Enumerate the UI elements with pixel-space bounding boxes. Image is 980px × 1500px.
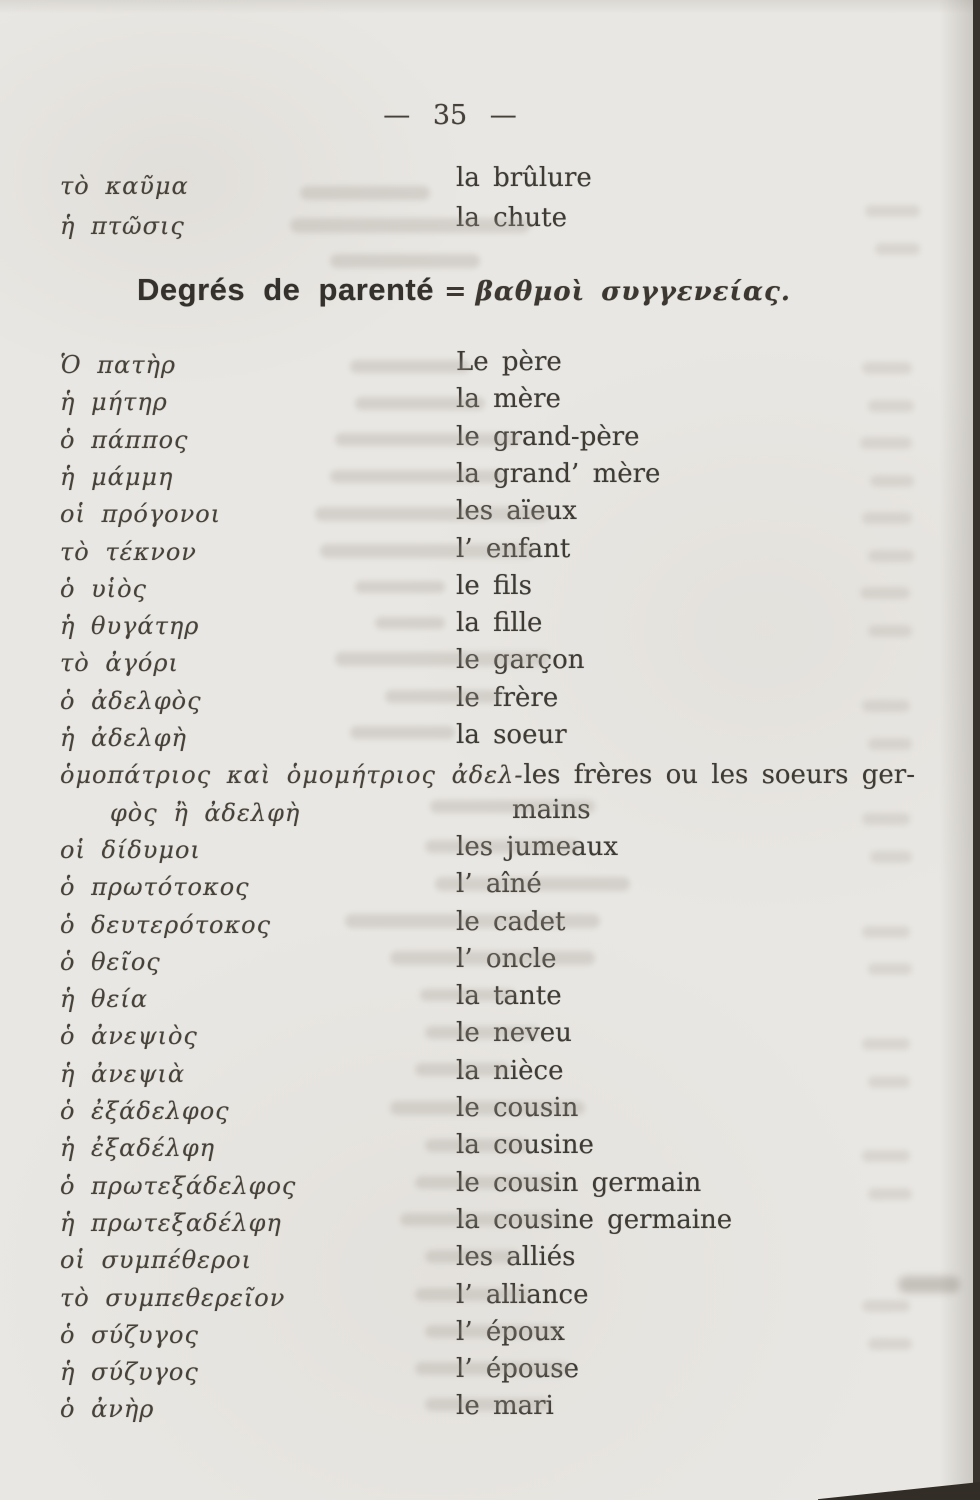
french-term: le fils (456, 570, 532, 601)
vocab-row (0, 347, 973, 385)
french-term: la grand’ mère (456, 458, 661, 489)
bleedthrough-mark (355, 397, 485, 410)
french-term: la brûlure (456, 163, 592, 193)
scan-edge-right (973, 0, 980, 1500)
bleedthrough-mark (865, 205, 920, 217)
bleedthrough-mark (868, 550, 914, 562)
vocab-row (0, 757, 973, 795)
french-term: la cousine germaine (456, 1204, 733, 1235)
greek-term: ἡ ἀνεψιὰ (60, 1059, 186, 1088)
bleedthrough-mark (862, 926, 910, 938)
bleedthrough-mark (415, 1176, 560, 1189)
bleedthrough-mark (425, 1139, 530, 1152)
bleedthrough-mark (390, 951, 595, 965)
greek-term: ὁ πρωτότοκος (60, 873, 250, 902)
french-term: l’ enfant (456, 533, 571, 564)
vocab-row (0, 608, 973, 646)
bleedthrough-mark (415, 1288, 530, 1301)
french-term: la nièce (456, 1055, 564, 1086)
greek-term: ἡ θεία (60, 985, 148, 1014)
french-term: la fille (456, 608, 543, 639)
bleedthrough-mark (415, 1362, 570, 1375)
greek-term: τὸ ἀγόρι (60, 649, 179, 678)
section-heading-french: Degrés de parenté (137, 272, 434, 307)
french-term: les aïeux (456, 496, 577, 527)
french-term: le grand-père (456, 421, 640, 452)
french-term: la mère (456, 384, 561, 415)
greek-term: ἡ θυγάτηρ (60, 612, 200, 641)
bleedthrough-mark (862, 1300, 910, 1312)
french-term: le frère (456, 682, 559, 713)
bleedthrough-mark (330, 470, 505, 483)
bleedthrough-mark (330, 254, 480, 268)
bleedthrough-mark (425, 1325, 560, 1338)
bleedthrough-mark (300, 186, 430, 200)
greek-term: τὸ συμπεθερεῖον (60, 1283, 286, 1312)
greek-term: ὁ σύζυγος (60, 1320, 199, 1349)
greek-term: ἡ πρωτεξαδέλφη (60, 1208, 282, 1237)
bleedthrough-mark (868, 963, 912, 975)
section-heading (137, 272, 791, 308)
greek-term: ὁμοπάτριος καὶ ὁμομήτριος ἀδελ- (60, 761, 524, 790)
bleedthrough-mark (868, 1188, 912, 1200)
bleedthrough-mark (430, 800, 595, 813)
greek-term: οἱ συμπέθεροι (60, 1246, 253, 1275)
greek-term: τὸ τέκνον (60, 537, 197, 566)
bleedthrough-mark (350, 360, 470, 373)
section-heading-greek: βαθμοὶ συγγενείας. (475, 277, 791, 307)
vocab-row (0, 384, 973, 422)
bleedthrough-mark (320, 544, 535, 558)
vocab-row (0, 163, 973, 201)
french-term: l’ époux (456, 1316, 565, 1347)
bleedthrough-mark (875, 243, 920, 255)
bleedthrough-mark (862, 700, 910, 712)
french-term: Le père (456, 347, 562, 377)
french-term: le cousin (456, 1093, 579, 1123)
bleedthrough-mark (862, 362, 912, 374)
greek-term: ὁ ἀδελφὸς (60, 686, 202, 715)
greek-term: οἱ δίδυμοι (60, 835, 201, 864)
greek-term: ἡ ἐξαδέλφη (60, 1134, 216, 1163)
french-term: le cousin germain (456, 1167, 702, 1198)
greek-term: οἱ πρόγονοι (60, 500, 222, 529)
french-term: le mari (456, 1391, 554, 1422)
bleedthrough-mark (868, 1076, 910, 1088)
vocab-row (0, 720, 973, 758)
bleedthrough-mark (868, 738, 912, 750)
bleedthrough-mark (425, 1026, 540, 1039)
bleedthrough-mark (862, 512, 912, 524)
greek-term: ἡ μάμμη (60, 462, 174, 491)
bleedthrough-mark (335, 652, 550, 666)
greek-term-continuation: φὸς ἢ ἀδελφὴ (110, 798, 301, 827)
french-term: les jumeaux (456, 831, 619, 862)
bleedthrough-mark (862, 813, 910, 825)
greek-term: ὁ υἱὸς (60, 574, 147, 603)
bleedthrough-mark (862, 1150, 910, 1162)
french-term: l’ aîné (456, 869, 542, 900)
greek-term: ὁ δευτερότοκος (60, 910, 272, 939)
french-term-continuation: mains (512, 794, 591, 825)
equals-sign: = (444, 276, 467, 307)
vocab-row (0, 571, 973, 609)
bleedthrough-mark (345, 914, 600, 928)
bleedthrough-mark (425, 840, 580, 853)
greek-term: Ὁ πατὴρ (60, 351, 176, 379)
french-term: le garçon (456, 645, 585, 676)
hyphen-joined-line (60, 757, 915, 790)
greek-term: ὁ πρωτεξάδελφος (60, 1171, 297, 1200)
greek-term: ὁ ἐξάδελφος (60, 1097, 230, 1125)
french-term: la tante (456, 981, 562, 1012)
bleedthrough-mark (860, 587, 910, 599)
bleedthrough-mark (420, 989, 515, 1001)
bleedthrough-mark (862, 1038, 910, 1050)
bleedthrough-mark (290, 218, 530, 233)
french-term: le cadet (456, 906, 566, 937)
greek-term: ὁ πάππος (60, 425, 189, 454)
gutter-shadow (939, 0, 973, 1500)
bleedthrough-mark (860, 437, 912, 449)
greek-term: ὁ ἀνεψιὸς (60, 1022, 198, 1051)
french-term: la soeur (456, 720, 567, 750)
french-term: l’ épouse (456, 1354, 580, 1385)
bleedthrough-mark (390, 1101, 585, 1115)
bleedthrough-mark (868, 1338, 912, 1350)
bleedthrough-mark (400, 1213, 565, 1226)
bleedthrough-mark (375, 617, 445, 629)
french-term: la cousine (456, 1130, 594, 1161)
bleedthrough-mark (425, 1250, 520, 1263)
bleedthrough-mark (335, 433, 520, 446)
bleedthrough-mark (868, 625, 912, 637)
bleedthrough-mark (350, 726, 455, 739)
bleedthrough-mark (415, 1063, 510, 1076)
bleedthrough-mark (870, 475, 914, 487)
bleedthrough-mark (870, 851, 912, 863)
french-term: la chute (456, 203, 567, 233)
greek-term: ὁ ἀνὴρ (60, 1395, 155, 1424)
french-term: l’ alliance (456, 1279, 589, 1310)
bleedthrough-mark (315, 507, 550, 521)
french-term: l’ oncle (456, 943, 557, 974)
bleedthrough-mark (385, 690, 500, 703)
bleedthrough-mark (868, 400, 914, 412)
bleedthrough-mark (425, 1398, 550, 1411)
french-term: le neveu (456, 1018, 572, 1049)
greek-term: ἡ μήτηρ (60, 388, 168, 417)
french-term: les frères ou les soeurs ger- (523, 760, 915, 791)
page-number: — 35 — (383, 100, 517, 131)
bleedthrough-mark (435, 877, 630, 891)
greek-term: ἡ ἀδελφὴ (60, 724, 187, 752)
bleedthrough-mark (355, 581, 445, 593)
greek-term: ἡ πτῶσις (60, 212, 185, 240)
greek-term: τὸ καῦμα (60, 172, 189, 200)
greek-term: ἡ σύζυγος (60, 1358, 199, 1387)
greek-term: ὁ θεῖος (60, 947, 161, 976)
french-term: les alliés (456, 1242, 576, 1273)
